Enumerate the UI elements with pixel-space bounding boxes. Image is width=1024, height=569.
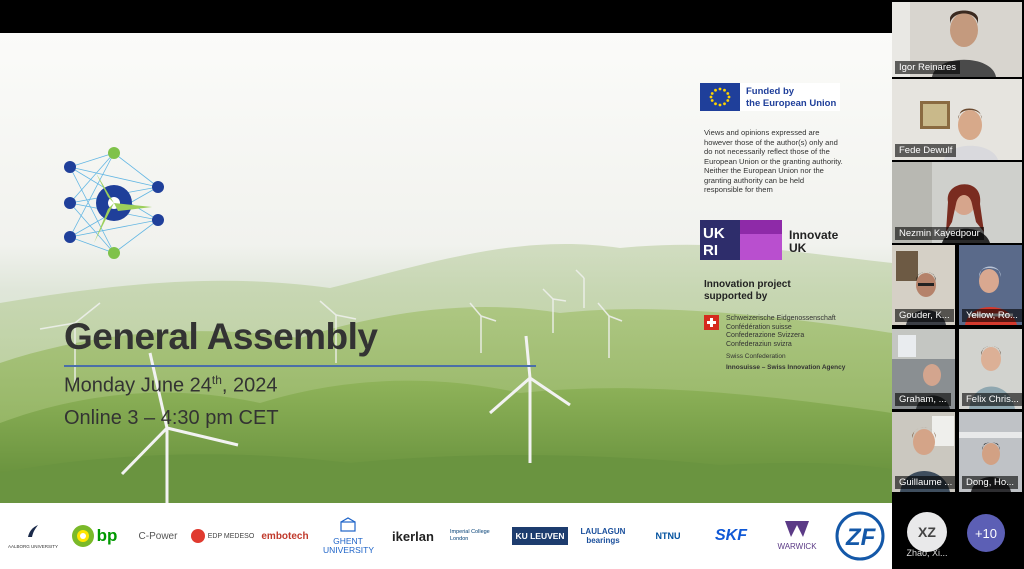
participant-name: Gouder, K... xyxy=(895,309,954,322)
ghent-logo-icon: GHENT UNIVERSITY xyxy=(318,503,378,569)
ntnu-logo-icon: NTNU xyxy=(655,531,681,541)
eu-funding-text: Funded by the European Union xyxy=(746,86,837,109)
participant-tile[interactable] xyxy=(959,245,1022,325)
swiss-confederation-label: Swiss Confederation xyxy=(726,353,786,360)
svg-text:RI: RI xyxy=(703,242,718,259)
edp-logo-icon: EDP MEDESO xyxy=(194,503,250,569)
participant-name: Fede Dewulf xyxy=(895,144,956,157)
innovation-heading: Innovation project supported by xyxy=(704,279,791,302)
slide-date: Monday June 24th, 2024 xyxy=(64,373,278,397)
aalborg-logo-icon: AALBORG UNIVERSITY xyxy=(8,503,58,569)
swiss-flag-icon xyxy=(704,315,719,330)
participant-name: Dong, Ho... xyxy=(962,476,1018,489)
innosuisse-label: Innosuisse – Swiss Innovation Agency xyxy=(726,364,846,371)
avatar-name: Zhao, Xi... xyxy=(906,548,948,558)
participant-name: Felix Chris... xyxy=(962,393,1023,406)
participant-tile[interactable] xyxy=(892,2,1022,77)
skf-logo-icon: SKF xyxy=(715,527,747,544)
svg-text:UK: UK xyxy=(703,225,725,242)
title-divider xyxy=(64,365,536,367)
participant-name: Igor Reinares xyxy=(895,61,960,74)
participant-tile[interactable] xyxy=(959,412,1022,492)
participant-tile[interactable] xyxy=(892,162,1022,243)
imperial-logo-icon: Imperial College London xyxy=(450,529,490,542)
more-participants-button[interactable]: +10 xyxy=(967,514,1005,552)
participant-tile[interactable] xyxy=(892,329,955,409)
project-logo-icon xyxy=(58,145,170,263)
participant-tile[interactable] xyxy=(892,412,955,492)
cpower-logo-icon: C-Power xyxy=(138,530,178,542)
shared-slide xyxy=(0,33,892,555)
warwick-logo-icon: WARWICK xyxy=(764,503,830,569)
embotech-logo-icon: embotech xyxy=(261,530,309,542)
participant-tile[interactable] xyxy=(892,245,955,325)
eu-funding-badge xyxy=(700,83,840,111)
participant-tile[interactable] xyxy=(892,79,1022,160)
laulagun-logo-icon: LAULAGUN bearings xyxy=(580,527,626,545)
slide-title: General Assembly xyxy=(64,316,378,357)
innovate-uk-label: Innovate UK xyxy=(789,228,839,255)
zf-logo-icon xyxy=(832,503,888,569)
ukri-logo-icon xyxy=(700,218,782,262)
kuleuven-logo-icon: KU LEUVEN xyxy=(512,503,568,569)
ikerlan-logo-icon: ikerlan xyxy=(392,528,434,544)
partner-logos-strip xyxy=(0,503,892,569)
participant-tile[interactable] xyxy=(959,329,1022,409)
bp-logo-icon: bp xyxy=(66,503,122,569)
participant-name: Nezmin Kayedpour xyxy=(895,227,984,240)
svg-text:ZF: ZF xyxy=(846,524,876,551)
participant-avatar[interactable]: XZ xyxy=(907,512,947,552)
swiss-confederation-names: Schweizerische Eidgenossenschaft Confédération suisse Confederazione Svizzera Confederaziun svizra xyxy=(726,315,836,348)
eu-flag-icon xyxy=(700,83,740,111)
eu-disclaimer: Views and opinions expressed are however those of the author(s) only and do not necessarily reflect those of the European Union or the granting authority. Neither the European Union nor the granting authority can be held responsible for them xyxy=(704,128,843,194)
slide-time: Online 3 – 4:30 pm CET xyxy=(64,407,279,429)
participant-name: Graham, ... xyxy=(895,393,951,406)
participant-name: Yellow, Ro... xyxy=(962,309,1022,322)
participant-name: Guillaume ... xyxy=(895,476,956,489)
